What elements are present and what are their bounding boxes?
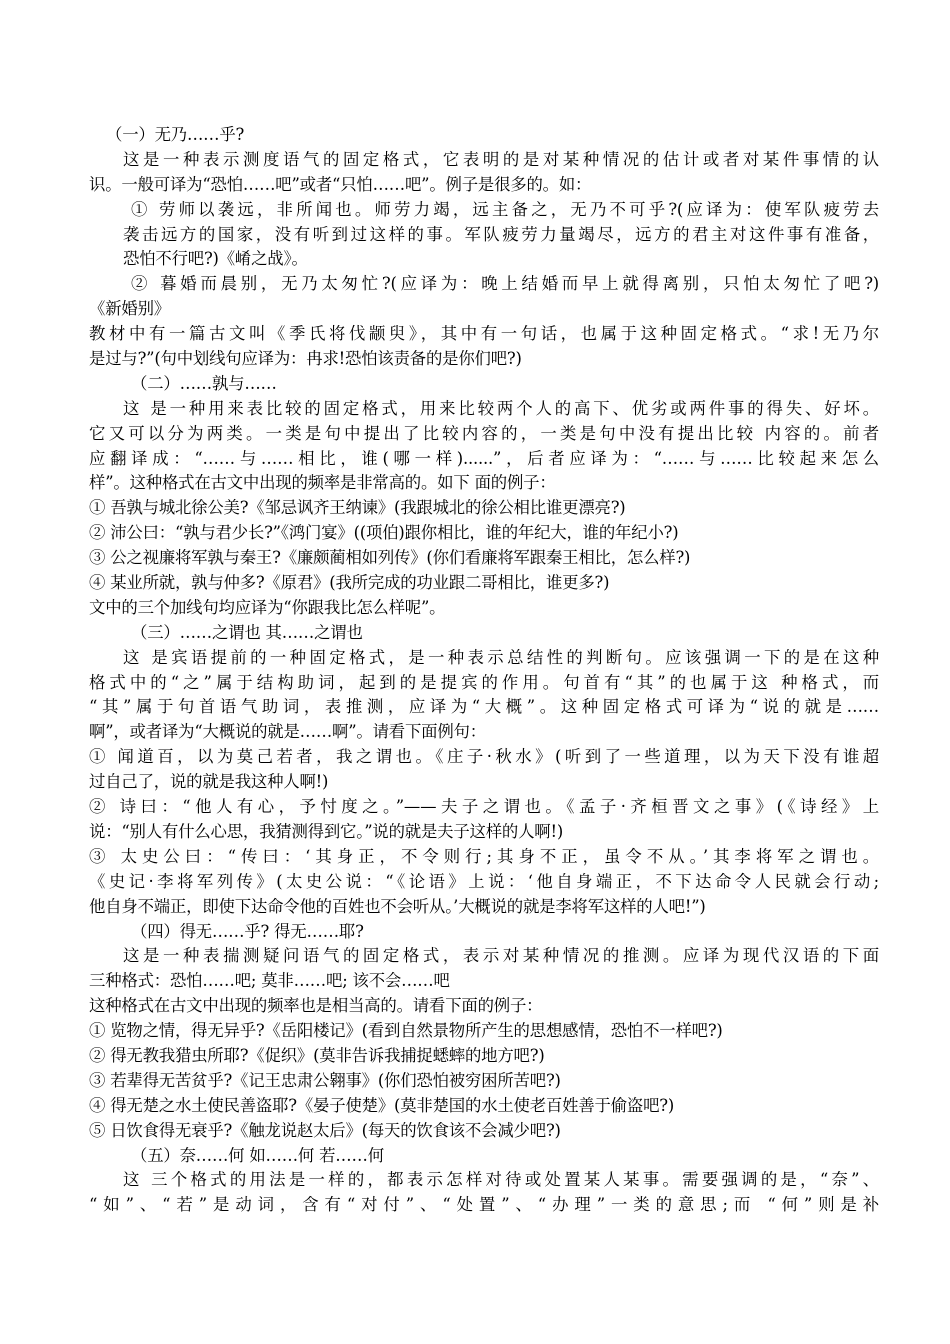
text-line: （二）……孰与…… xyxy=(131,373,277,393)
text-line: ① 闻道百，以为莫己若者，我之谓也。《庄子·秋水》(听到了一些道理，以为天下没有谁超 xyxy=(89,747,879,767)
text-line: 《新婚别》 xyxy=(89,299,170,319)
text-line: 三种格式：恐怕……吧; 莫非……吧; 该不会……吧 xyxy=(89,971,450,991)
text-line: 应翻译成：“……与……相比，谁(哪一样)......”，后者应译为：“……与……比较起来怎么 xyxy=(89,448,879,468)
text-line: ② 暮婚而晨别，无乃太匆忙?(应译为：晚上结婚而早上就得离别，只怕太匆忙了吧?) xyxy=(131,274,879,294)
text-line: ③ 公之视廉将军孰与秦王?《廉颇蔺相如列传》(你们看廉将军跟秦王相比，怎么样?) xyxy=(89,548,691,568)
text-line: 啊”，或者译为“大概说的就是……啊”。请看下面例句： xyxy=(89,722,486,742)
text-line: 他自身不端正，即使下达命令他的百姓也不会听从。’大概说的就是李将军这样的人吧!”) xyxy=(89,896,706,916)
text-line: 这是一种表示测度语气的固定格式，它表明的是对某种情况的估计或者对某件事情的认 xyxy=(123,149,879,169)
text-line: 识。一般可译为“恐怕……吧”或者“只怕……吧”。例子是很多的。如： xyxy=(89,174,592,194)
text-line: 它又可以分为两类。一类是句中提出了比较内容的，一类是句中没有提出比较 内容的。前者 xyxy=(89,423,879,443)
text-line: 格式中的“之”属于结构助词，起到的是提宾的作用。句首有“其”的也属于这 种格式，而 xyxy=(89,672,879,692)
text-line: ③ 太史公曰：“传曰：‘其身正，不令则行;其身不正，虽令不从。’其李将军之谓也。 xyxy=(89,846,879,866)
text-line: （四）得无……乎? 得无……耶? xyxy=(131,921,364,941)
text-line: “其”属于句首语气助词，表推测，应译为“大概”。这种固定格式可译为“说的就是…… xyxy=(89,697,879,717)
text-line: ④ 得无楚之水土使民善盗耶?《晏子使楚》(莫非楚国的水土使老百姓善于偷盗吧?) xyxy=(89,1095,675,1115)
text-line: ⑤ 日饮食得无衰乎?《触龙说赵太后》(每天的饮食该不会减少吧?) xyxy=(89,1120,561,1140)
text-line: 教材中有一篇古文叫《季氏将伐颛臾》，其中有一句话，也属于这种固定格式。“求!无乃尔 xyxy=(89,324,879,344)
text-line: 样”。这种格式在古文中出现的频率是非常高的。如下 面的例子： xyxy=(89,473,556,493)
text-line: ③ 若辈得无苦贫乎?《记王忠肃公翱事》(你们恐怕被穷困所苦吧?) xyxy=(89,1070,561,1090)
text-line: 袭击远方的国家，没有听到过这样的事。军队疲劳力量竭尽，远方的君主对这件事有准备， xyxy=(123,224,879,244)
text-line: 这是一种表揣测疑问语气的固定格式，表示对某种情况的推测。应译为现代汉语的下面 xyxy=(123,946,879,966)
text-line: 《史记·李将军列传》(太史公说：“《论语》上说：‘他自身端正，不下达命令人民就会行动; xyxy=(89,871,879,891)
text-line: 这种格式在古文中出现的频率也是相当高的。请看下面的例子： xyxy=(89,996,543,1016)
text-line: 是过与?”(句中划线句应译为：冉求!恐怕该责备的是你们吧?) xyxy=(89,349,522,369)
text-line: （五）奈……何 如……何 若……何 xyxy=(131,1145,384,1165)
text-line: ④ 某业所就，孰与仲多?《原君》(我所完成的功业跟二哥相比，谁更多?) xyxy=(89,573,610,593)
document-page xyxy=(89,123,879,1218)
text-line: 文中的三个加线句均应译为“你跟我比怎么样呢”。 xyxy=(89,597,446,617)
text-line: ② 得无教我猎虫所耶?《促织》(莫非告诉我捕捉蟋蟀的地方吧?) xyxy=(89,1045,545,1065)
text-line: 恐怕不行吧?)《崤之战》。 xyxy=(123,249,308,269)
text-line: ② 沛公曰：“孰与君少长?”《鸿门宴》((项伯)跟你相比，谁的年纪大，谁的年纪小?) xyxy=(89,523,679,543)
text-line: 这 三个格式的用法是一样的，都表示怎样对待或处置某人某事。需要强调的是，“奈”、 xyxy=(123,1170,879,1190)
text-line: “如”、“若”是动词，含有“对付”、“处置”、“办理”一类的意思;而 “何”则是补 xyxy=(89,1195,879,1215)
text-line: （三）……之谓也 其……之谓也 xyxy=(131,622,363,642)
text-line: 过自己了，说的就是我这种人啊!) xyxy=(89,772,329,792)
text-line: 说：“别人有什么心思，我猜测得到它。”说的就是夫子这样的人啊!) xyxy=(89,821,564,841)
text-line: ① 吾孰与城北徐公美?《邹忌讽齐王纳谏》(我跟城北的徐公相比谁更漂亮?) xyxy=(89,498,626,518)
text-line: ① 览物之情，得无异乎?《岳阳楼记》(看到自然景物所产生的思想感情，恐怕不一样吧?) xyxy=(89,1021,723,1041)
text-line: ② 诗曰：“他人有心，予忖度之。”——夫子之谓也。《孟子·齐桓晋文之事》(《诗经》上 xyxy=(89,797,879,817)
text-line: ① 劳师以袭远，非所闻也。师劳力竭，远主备之，无乃不可乎?(应译为：使军队疲劳去 xyxy=(131,199,879,219)
text-line: （一）无乃……乎? xyxy=(106,125,245,144)
text-line: 这 是宾语提前的一种固定格式，是一种表示总结性的判断句。应该强调一下的是在这种 xyxy=(123,647,879,667)
text-line: 这 是一种用来表比较的固定格式，用来比较两个人的高下、优劣或两件事的得失、好坏。 xyxy=(123,398,879,418)
